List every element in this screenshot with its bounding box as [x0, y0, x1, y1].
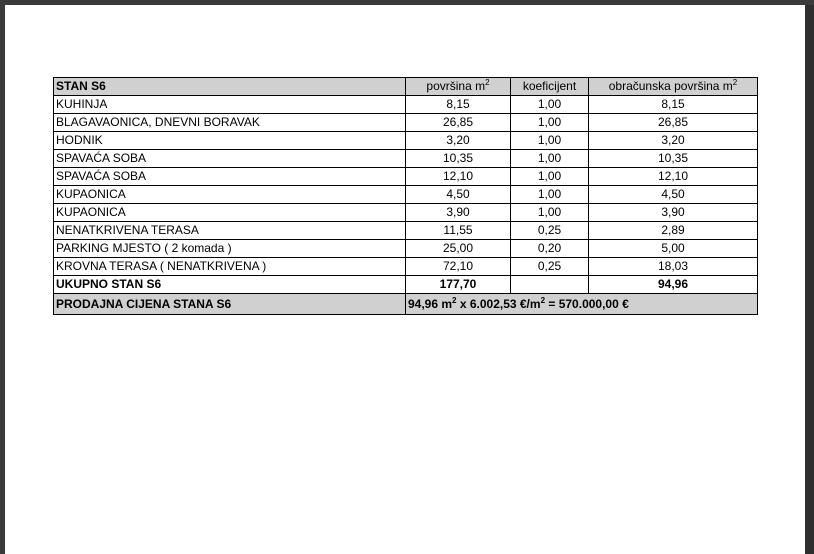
table-row: [54, 150, 758, 168]
total-area: 177,70: [406, 276, 511, 294]
room-area: 3,20: [406, 132, 511, 150]
table-row: [54, 168, 758, 186]
room-coefficient: 1,00: [511, 186, 589, 204]
apartment-area-table: [53, 77, 758, 315]
room-coefficient: 1,00: [511, 168, 589, 186]
table-row: [54, 186, 758, 204]
page-edge: [805, 5, 814, 554]
document-page: [5, 5, 805, 554]
room-name: HODNIK: [54, 132, 406, 150]
table-row: [54, 258, 758, 276]
total-calculated-area: 94,96: [589, 276, 758, 294]
room-name: SPAVAĆA SOBA: [54, 168, 406, 186]
table-row: [54, 114, 758, 132]
room-name: BLAGAVAONICA, DNEVNI BORAVAK: [54, 114, 406, 132]
room-calculated-area: 8,15: [589, 96, 758, 114]
total-label: UKUPNO STAN S6: [54, 276, 406, 294]
room-calculated-area: 12,10: [589, 168, 758, 186]
room-coefficient: 1,00: [511, 132, 589, 150]
room-area: 8,15: [406, 96, 511, 114]
room-coefficient: 1,00: [511, 96, 589, 114]
table-row: [54, 132, 758, 150]
room-calculated-area: 3,20: [589, 132, 758, 150]
room-area: 26,85: [406, 114, 511, 132]
room-name: SPAVAĆA SOBA: [54, 150, 406, 168]
room-coefficient: 1,00: [511, 150, 589, 168]
room-area: 72,10: [406, 258, 511, 276]
room-coefficient: 1,00: [511, 114, 589, 132]
room-name: KROVNA TERASA ( NENATKRIVENA ): [54, 258, 406, 276]
table-title: STAN S6: [54, 78, 406, 96]
room-calculated-area: 3,90: [589, 204, 758, 222]
room-area: 11,55: [406, 222, 511, 240]
room-area: 4,50: [406, 186, 511, 204]
column-header-area: površina $m^2$: [406, 78, 511, 96]
room-name: PARKING MJESTO ( 2 komada ): [54, 240, 406, 258]
room-area: 12,10: [406, 168, 511, 186]
table-row: [54, 96, 758, 114]
table-row: [54, 204, 758, 222]
room-calculated-area: 10,35: [589, 150, 758, 168]
room-calculated-area: 4,50: [589, 186, 758, 204]
column-header-coefficient: koeficijent: [511, 78, 589, 96]
room-coefficient: 0,25: [511, 222, 589, 240]
price-formula: 94,96 $m^2$ x 6.002,53 $€/m^2 = 570.000,00$ €: [406, 294, 758, 315]
room-area: 3,90: [406, 204, 511, 222]
room-calculated-area: 26,85: [589, 114, 758, 132]
price-label: PRODAJNA CIJENA STANA S6: [54, 294, 406, 315]
table-row: [54, 222, 758, 240]
total-coefficient: [511, 276, 589, 294]
room-calculated-area: 5,00: [589, 240, 758, 258]
room-name: KUPAONICA: [54, 186, 406, 204]
room-calculated-area: 18,03: [589, 258, 758, 276]
room-area: 25,00: [406, 240, 511, 258]
table-header-row: [54, 78, 758, 96]
room-coefficient: 0,20: [511, 240, 589, 258]
room-coefficient: 1,00: [511, 204, 589, 222]
table-row: [54, 240, 758, 258]
total-row: [54, 276, 758, 294]
room-name: KUHINJA: [54, 96, 406, 114]
price-row: [54, 294, 758, 315]
room-calculated-area: 2,89: [589, 222, 758, 240]
room-coefficient: 0,25: [511, 258, 589, 276]
room-name: KUPAONICA: [54, 204, 406, 222]
column-header-calculated-area: obračunska površina $m^2$: [589, 78, 758, 96]
room-area: 10,35: [406, 150, 511, 168]
room-name: NENATKRIVENA TERASA: [54, 222, 406, 240]
